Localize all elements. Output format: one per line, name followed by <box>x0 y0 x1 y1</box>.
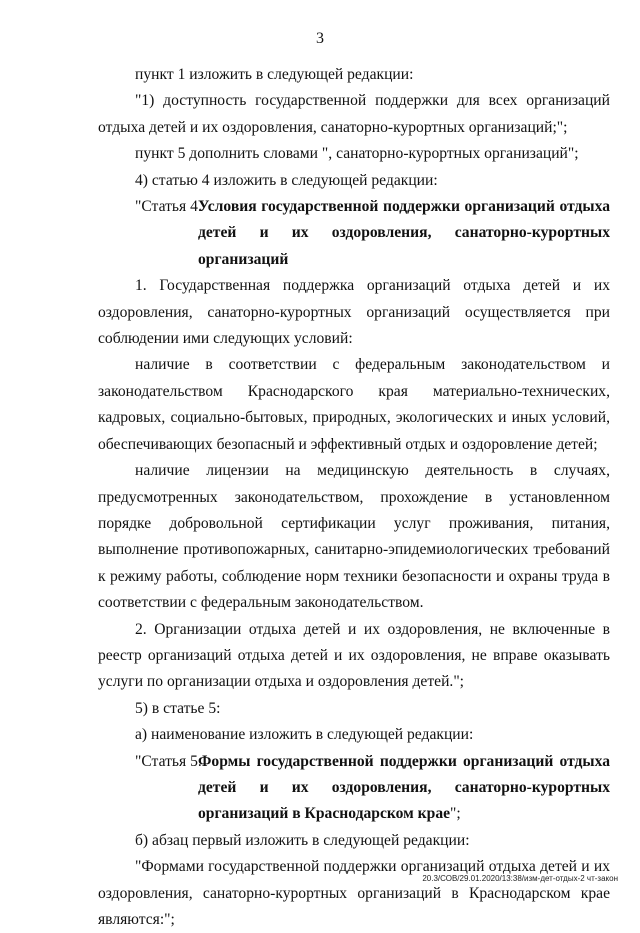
article-5-prefix: "Статья 5. <box>135 752 202 770</box>
paragraph-8: 2. Организации отдыха детей и их оздоровления, не включенные в реестр организаций отдыха детей и их оздоровления, не вправе оказывать услуги по организации отдыха и оздоровления детей."; <box>98 620 610 691</box>
paragraph-9: 5) в статье 5: <box>135 699 221 717</box>
article-5-suffix: "; <box>450 805 461 823</box>
article-5-title-block <box>198 749 610 828</box>
article-5-heading <box>98 749 610 828</box>
paragraph-6: наличие в соответствии с федеральным законодательством и законодательством Краснодарского края материально-технических, кадровых, социально-бытовых, природных, экологических и иных условий, обеспечивающих безопасный и эффективный отдых и оздоровление детей; <box>98 356 610 453</box>
paragraph-2: "1) доступность государственной поддержки для всех организаций отдыха детей и их оздоровления, санаторно-курортных организаций;"; <box>98 92 610 136</box>
paragraph-10: а) наименование изложить в следующей редакции: <box>135 726 474 744</box>
document-body <box>98 62 610 933</box>
paragraph-12: "Формами государственной поддержки организаций отдыха детей и их оздоровления, санаторно-курортных организаций в Краснодарском крае являются:"; <box>98 858 610 928</box>
page-number: 3 <box>316 30 324 47</box>
paragraph-3: пункт 5 дополнить словами ", санаторно-курортных организаций"; <box>135 145 579 163</box>
paragraph-7: наличие лицензии на медицинскую деятельность в случаях, предусмотренных законодательством, прохождение в установленном порядке добровольной сертификации услуг проживания, питания, выполнение противопожарных, санитарно-эпидемиологических требований к режиму работы, соблюдение норм техники безопасности и охраны труда в соответствии с федеральным законодательством. <box>98 462 610 612</box>
paragraph-5: 1. Государственная поддержка организаций отдыха детей и их оздоровления, санаторно-курортных организаций осуществляется при соблюдении ими следующих условий: <box>98 277 610 348</box>
paragraph-4: 4) статью 4 изложить в следующей редакции: <box>135 171 438 189</box>
article-5-title: Формы государственной поддержки организаций отдыха детей и их оздоровления, санаторно-курортных организаций в Краснодарском крае <box>198 752 610 823</box>
document-code: 20.3/СОВ/29.01.2020/13:38/изм-дет-отдых-2 чт-закон <box>422 874 618 883</box>
paragraph-11: б) абзац первый изложить в следующей редакции: <box>135 831 470 849</box>
article-4-prefix: "Статья 4. <box>135 198 202 216</box>
paragraph-1: пункт 1 изложить в следующей редакции: <box>135 66 414 83</box>
article-4-heading <box>98 194 610 273</box>
article-4-title: Условия государственной поддержки организаций отдыха детей и их оздоровления, санаторно-курортных организаций <box>198 198 610 268</box>
